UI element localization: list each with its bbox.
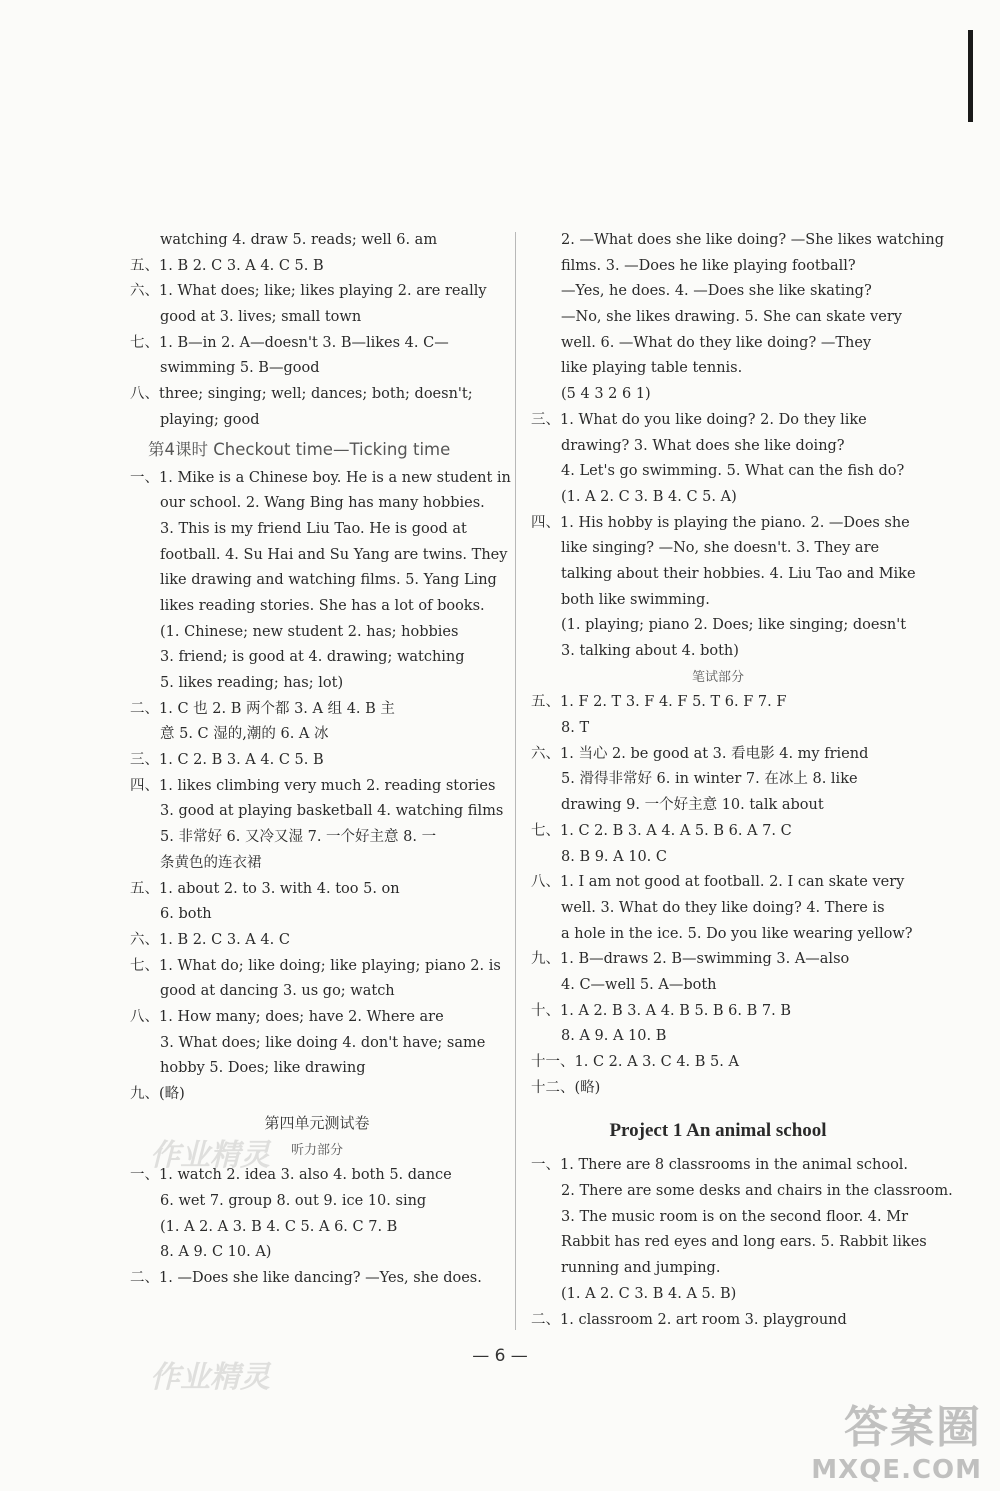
answer-line: 六、1. B 2. C 3. A 4. C <box>130 931 290 948</box>
answer-line: drawing? 3. What does she like doing? <box>561 437 845 454</box>
answer-line: 一、1. watch 2. idea 3. also 4. both 5. dance <box>130 1167 452 1184</box>
lesson-heading: 第4课时 Checkout time—Ticking time <box>148 439 451 459</box>
answer-line: 3. This is my friend Liu Tao. He is good at <box>160 520 467 537</box>
answer-line: 七、1. What do; like doing; like playing; piano 2. is <box>130 957 501 974</box>
unit-test-title: 第四单元测试卷 <box>264 1113 370 1132</box>
left-block-3 <box>130 1163 504 1291</box>
answer-line: 八、1. I am not good at football. 2. I can skate very <box>531 874 905 891</box>
answer-line: well. 3. What do they like doing? 4. There is <box>561 899 885 916</box>
answer-line: 3. friend; is good at 4. drawing; watching <box>160 649 465 666</box>
written-section-label: 笔试部分 <box>691 669 744 685</box>
project-title: Project 1 An animal school <box>609 1120 827 1142</box>
answer-line: hobby 5. Does; like drawing <box>160 1060 366 1077</box>
answer-line: 四、1. likes climbing very much 2. reading stories <box>130 777 496 794</box>
answer-line: 四、1. His hobby is playing the piano. 2. —Does she <box>531 514 910 531</box>
column-divider <box>515 232 516 1330</box>
answer-line: 二、1. C 也 2. B 两个都 3. A 组 4. B 主 <box>130 700 395 717</box>
answer-line: 九、(略) <box>130 1086 185 1102</box>
answer-line: 8. A 9. A 10. B <box>561 1028 667 1045</box>
answer-line: 8. T <box>561 720 590 737</box>
answer-line: 七、1. B—in 2. A—doesn't 3. B—likes 4. C— <box>130 334 449 351</box>
answer-line: 4. Let's go swimming. 5. What can the fish do? <box>561 463 905 480</box>
answer-line: 二、1. —Does she like dancing? —Yes, she does. <box>130 1270 482 1287</box>
answer-line: a hole in the ice. 5. Do you like wearing yellow? <box>561 925 913 942</box>
page-number: — 6 — <box>472 1346 528 1366</box>
answer-line: football. 4. Su Hai and Su Yang are twins. They <box>160 546 508 563</box>
answer-line: (1. A 2. C 3. B 4. C 5. A) <box>561 488 737 505</box>
left-block-2 <box>130 466 511 1108</box>
listening-section-label: 听力部分 <box>290 1142 343 1158</box>
answer-line: 5. 非常好 6. 又冷又湿 7. 一个好主意 8. 一 <box>160 829 437 846</box>
answer-line: 5. likes reading; has; lot) <box>160 675 344 691</box>
answer-line: 8. B 9. A 10. C <box>561 848 667 865</box>
answer-line: both like swimming. <box>561 591 710 608</box>
corner-logo-url: MXQE.COM <box>811 1455 982 1485</box>
answer-line: running and jumping. <box>561 1260 721 1277</box>
page-edge-mark <box>968 30 973 122</box>
answer-line: talking about their hobbies. 4. Liu Tao and Mike <box>561 565 916 582</box>
answer-line: 六、1. What does; like; likes playing 2. are really <box>130 283 487 300</box>
answer-line: films. 3. —Does he like playing football? <box>561 257 856 274</box>
answer-line: good at dancing 3. us go; watch <box>160 983 395 1000</box>
answer-line: 3. The music room is on the second floor. 4. Mr <box>561 1208 909 1225</box>
answer-line: 十二、(略) <box>531 1079 601 1096</box>
right-block-1 <box>531 228 945 665</box>
answer-line: 3. What does; like doing 4. don't have; same <box>160 1034 486 1051</box>
answer-line: 6. both <box>160 906 212 923</box>
right-block-2 <box>531 690 913 1101</box>
answer-line: 2. —What does she like doing? —She likes watching <box>561 232 945 248</box>
left-block-1 <box>130 228 504 434</box>
answer-line: 七、1. C 2. B 3. A 4. A 5. B 6. A 7. C <box>531 822 792 839</box>
answer-line: good at 3. lives; small town <box>160 309 362 326</box>
answer-line: 九、1. B—draws 2. B—swimming 3. A—also <box>531 951 850 968</box>
answer-line: likes reading stories. She has a lot of books. <box>160 597 485 614</box>
answer-line: 意 5. C 湿的,潮的 6. A 冰 <box>160 726 329 743</box>
answer-line: (1. playing; piano 2. Does; like singing; doesn't <box>561 617 907 634</box>
answer-line: 五、1. B 2. C 3. A 4. C 5. B <box>130 257 324 274</box>
answer-line: like drawing and watching films. 5. Yang Ling <box>160 572 497 589</box>
answer-line: (1. A 2. A 3. B 4. C 5. A 6. C 7. B <box>160 1218 398 1235</box>
answer-line: 6. wet 7. group 8. out 9. ice 10. sing <box>160 1193 427 1210</box>
answer-line: Rabbit has red eyes and long ears. 5. Rabbit likes <box>561 1234 927 1251</box>
answer-line: 5. 滑得非常好 6. in winter 7. 在冰上 8. like <box>561 771 858 788</box>
answer-line: 五、1. F 2. T 3. F 4. F 5. T 6. F 7. F <box>531 694 787 711</box>
answer-line: drawing 9. 一个好主意 10. talk about <box>561 797 824 814</box>
answer-line: 六、1. 当心 2. be good at 3. 看电影 4. my friend <box>531 745 869 762</box>
answer-line: swimming 5. B—good <box>160 360 320 377</box>
answer-line: 一、1. There are 8 classrooms in the animal school. <box>531 1157 909 1174</box>
corner-logo-text: 答案圈 <box>844 1402 982 1453</box>
answer-line: 8. A 9. C 10. A) <box>160 1244 272 1261</box>
answer-line: 4. C—well 5. A—both <box>561 976 717 993</box>
answer-line: 十一、1. C 2. A 3. C 4. B 5. A <box>531 1054 739 1070</box>
corner-logo <box>811 1391 982 1485</box>
answer-line: —Yes, he does. 4. —Does she like skating? <box>561 283 872 300</box>
answer-line: watching 4. draw 5. reads; well 6. am <box>160 232 438 248</box>
answer-line: like playing table tennis. <box>561 360 743 377</box>
answer-line: our school. 2. Wang Bing has many hobbies. <box>160 495 485 512</box>
answer-line: 八、three; singing; well; dances; both; doesn't; <box>130 386 473 403</box>
answer-line: 二、1. classroom 2. art room 3. playground <box>531 1311 847 1328</box>
answer-line: —No, she likes drawing. 5. She can skate very <box>561 309 902 326</box>
answer-line: 3. good at playing basketball 4. watching films <box>160 803 504 820</box>
right-block-3 <box>531 1153 953 1333</box>
answer-line: 2. There are some desks and chairs in the classroom. <box>561 1183 953 1200</box>
answer-line: like singing? —No, she doesn't. 3. They are <box>561 540 880 557</box>
watermark-middle: 作业精灵 <box>150 1138 270 1173</box>
answer-line: (1. Chinese; new student 2. has; hobbies <box>160 623 459 640</box>
answer-line: 八、1. How many; does; have 2. Where are <box>130 1008 444 1025</box>
answer-line: well. 6. —What do they like doing? —They <box>561 334 872 351</box>
right-column <box>531 228 953 1333</box>
answer-line: (1. A 2. C 3. B 4. A 5. B) <box>561 1285 737 1302</box>
answer-line: 一、1. Mike is a Chinese boy. He is a new student in <box>130 469 511 486</box>
answer-line: 三、1. What do you like doing? 2. Do they like <box>531 411 867 428</box>
answer-line: (5 4 3 2 6 1) <box>561 386 651 403</box>
watermark-bottom: 作业精灵 <box>150 1360 270 1395</box>
answer-line: playing; good <box>160 411 260 428</box>
answer-line: 五、1. about 2. to 3. with 4. too 5. on <box>130 880 400 897</box>
answer-line: 三、1. C 2. B 3. A 4. C 5. B <box>130 752 324 769</box>
answer-line: 十、1. A 2. B 3. A 4. B 5. B 6. B 7. B <box>531 1002 791 1019</box>
answer-line: 条黄色的连衣裙 <box>160 854 262 871</box>
answer-line: 3. talking about 4. both) <box>561 643 739 659</box>
